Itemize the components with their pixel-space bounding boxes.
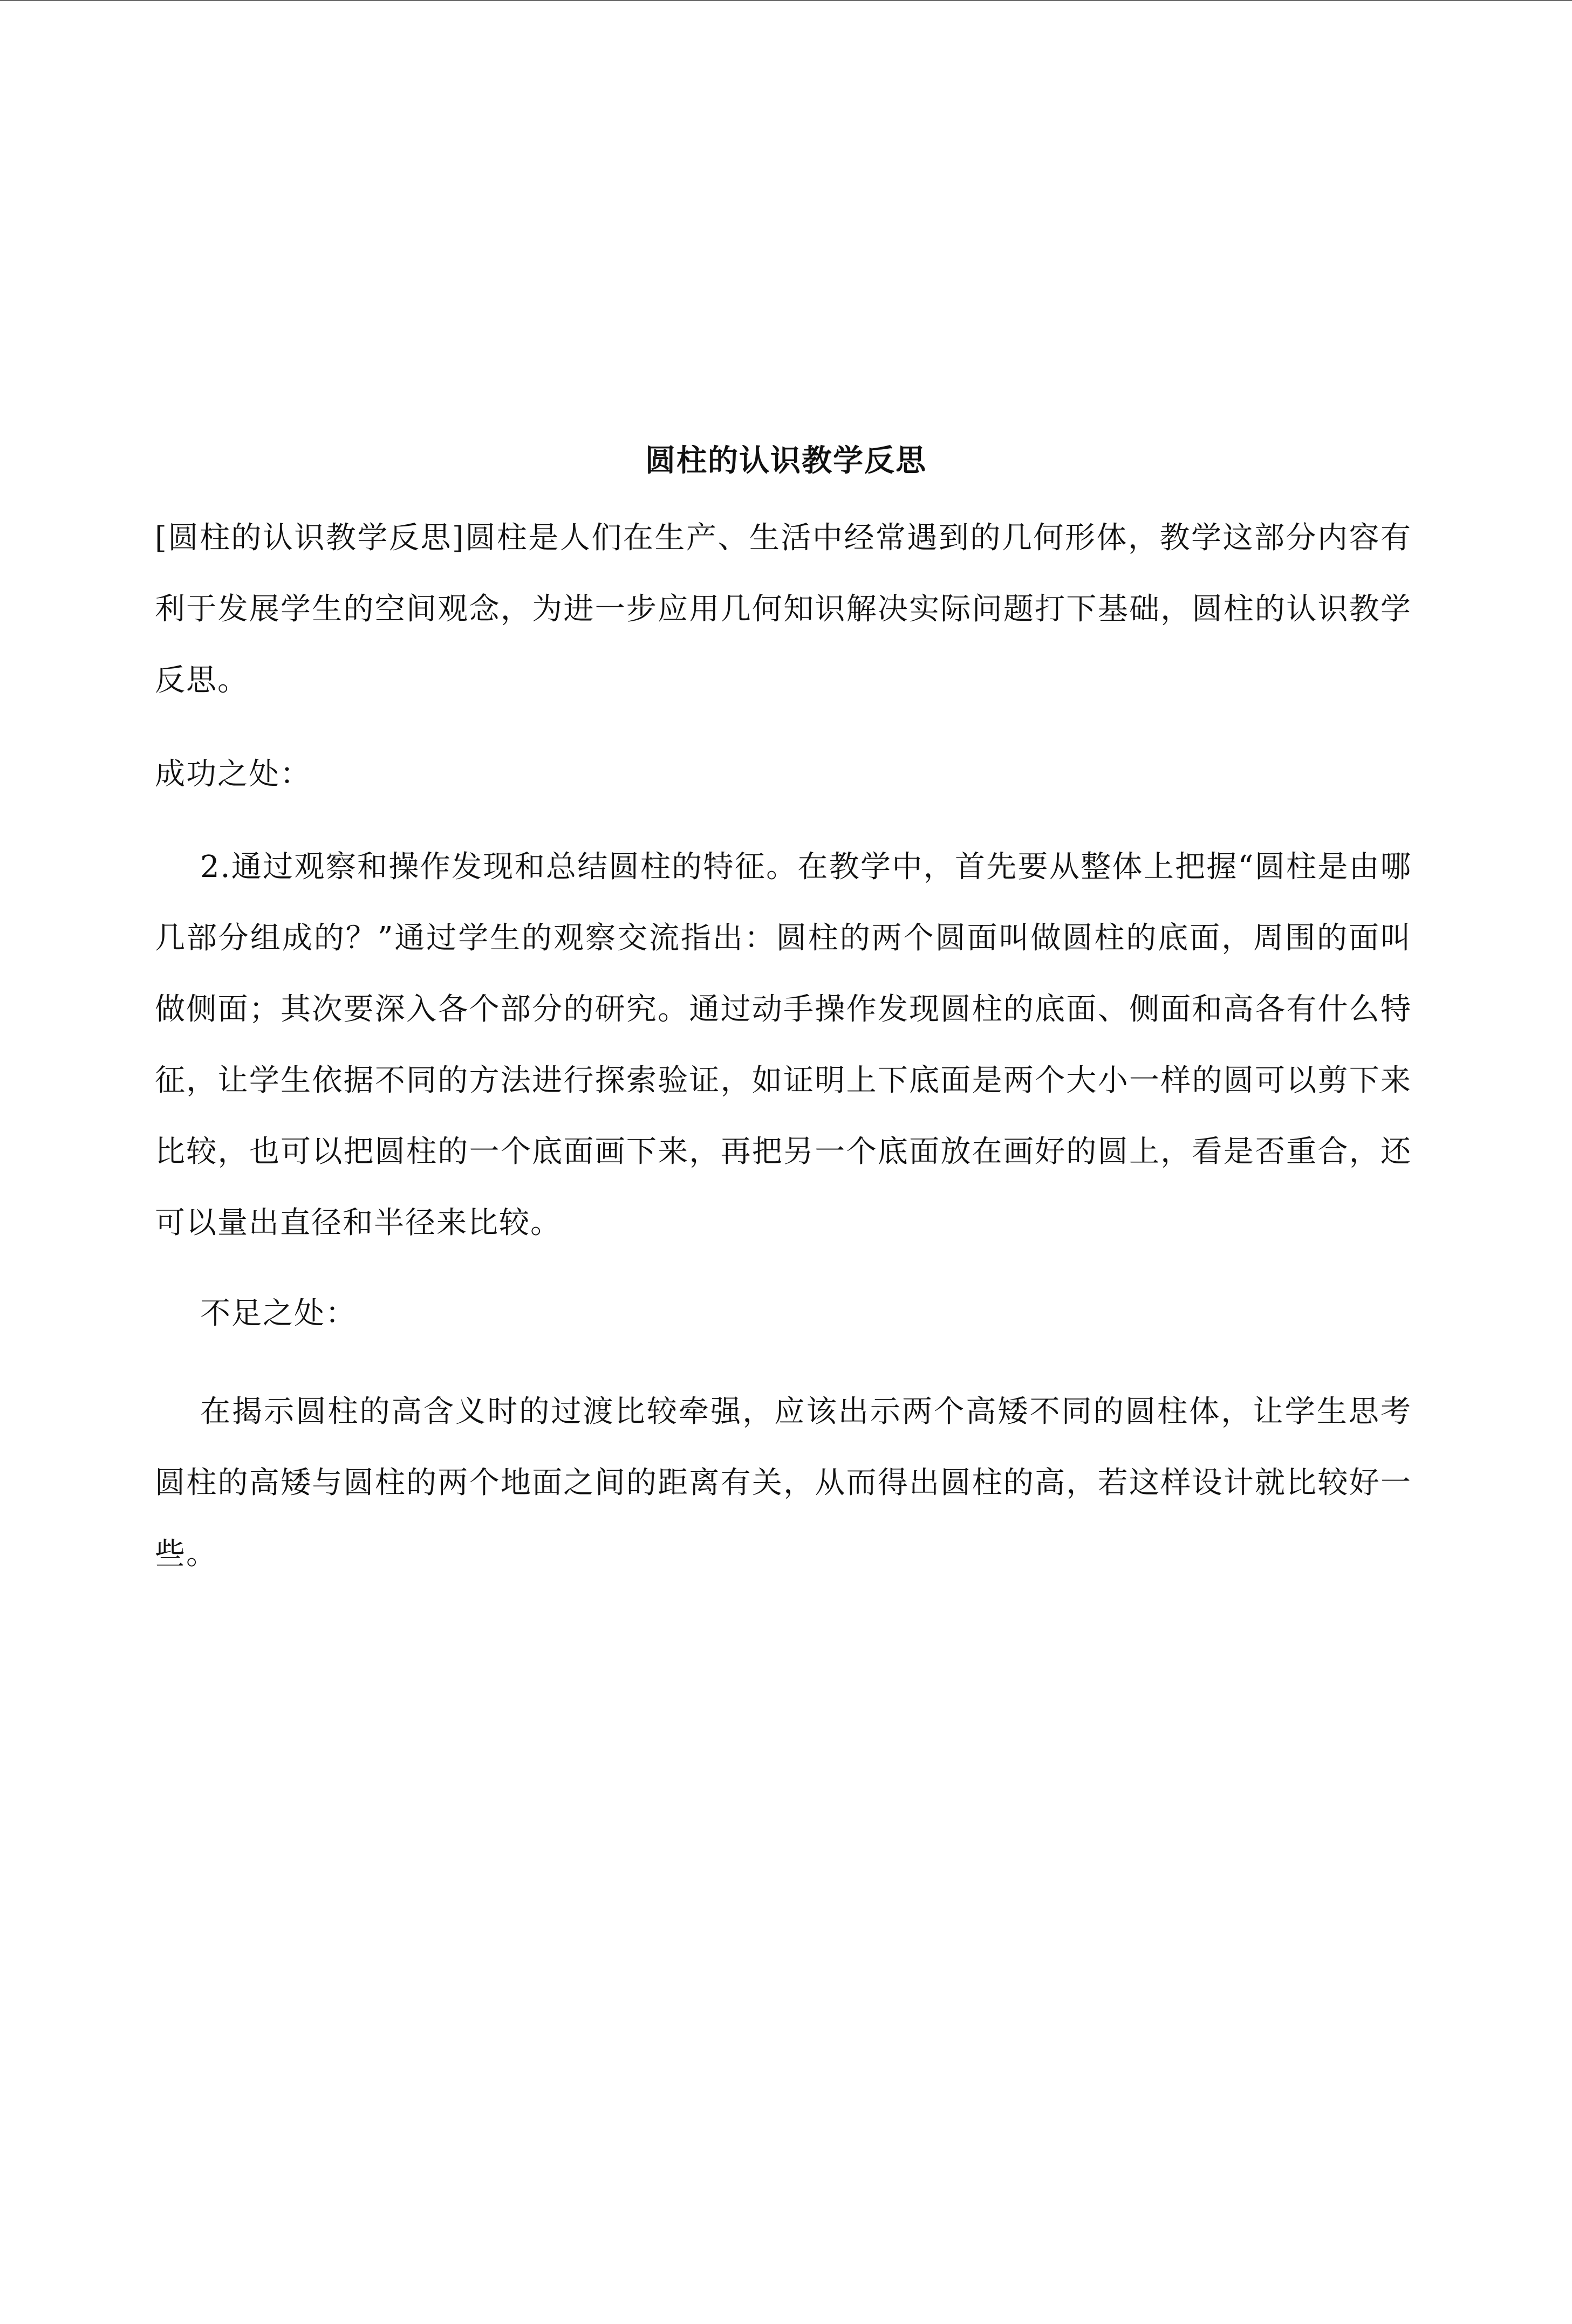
shortcoming-heading: 不足之处： [200,1296,357,1331]
success-heading: 成功之处： [155,757,311,792]
shortcoming-paragraph: 在揭示圆柱的高含义时的过渡比较牵强，应该出示两个高矮不同的圆柱体，让学生思考圆柱的高矮与圆柱的两个地面之间的距离有关，从而得出圆柱的高，若这样设计就比较好一些。 [155,1394,1412,1572]
intro-paragraph: [圆柱的认识教学反思]圆柱是人们在生产、生活中经常遇到的几何形体，教学这部分内容有利于发展学生的空间观念，为进一步应用几何知识解决实际问题打下基础，圆柱的认识教学反思。 [155,520,1412,698]
document-title: 圆柱的认识教学反思 [645,443,927,478]
success-paragraph: 2.通过观察和操作发现和总结圆柱的特征。在教学中，首先要从整体上把握“圆柱是由哪几部分组成的？”通过学生的观察交流指出：圆柱的两个圆面叫做圆柱的底面，周围的面叫做侧面；其次要深入各个部分的研究。通过动手操作发现圆柱的底面、侧面和高各有什么特征，让学生依据不同的方法进行探索验证，如证明上下底面是两个大小一样的圆可以剪下来比较，也可以把圆柱的一个底面画下来，再把另一个底面放在画好的圆上，看是否重合，还可以量出直径和半径来比较。 [155,849,1412,1240]
